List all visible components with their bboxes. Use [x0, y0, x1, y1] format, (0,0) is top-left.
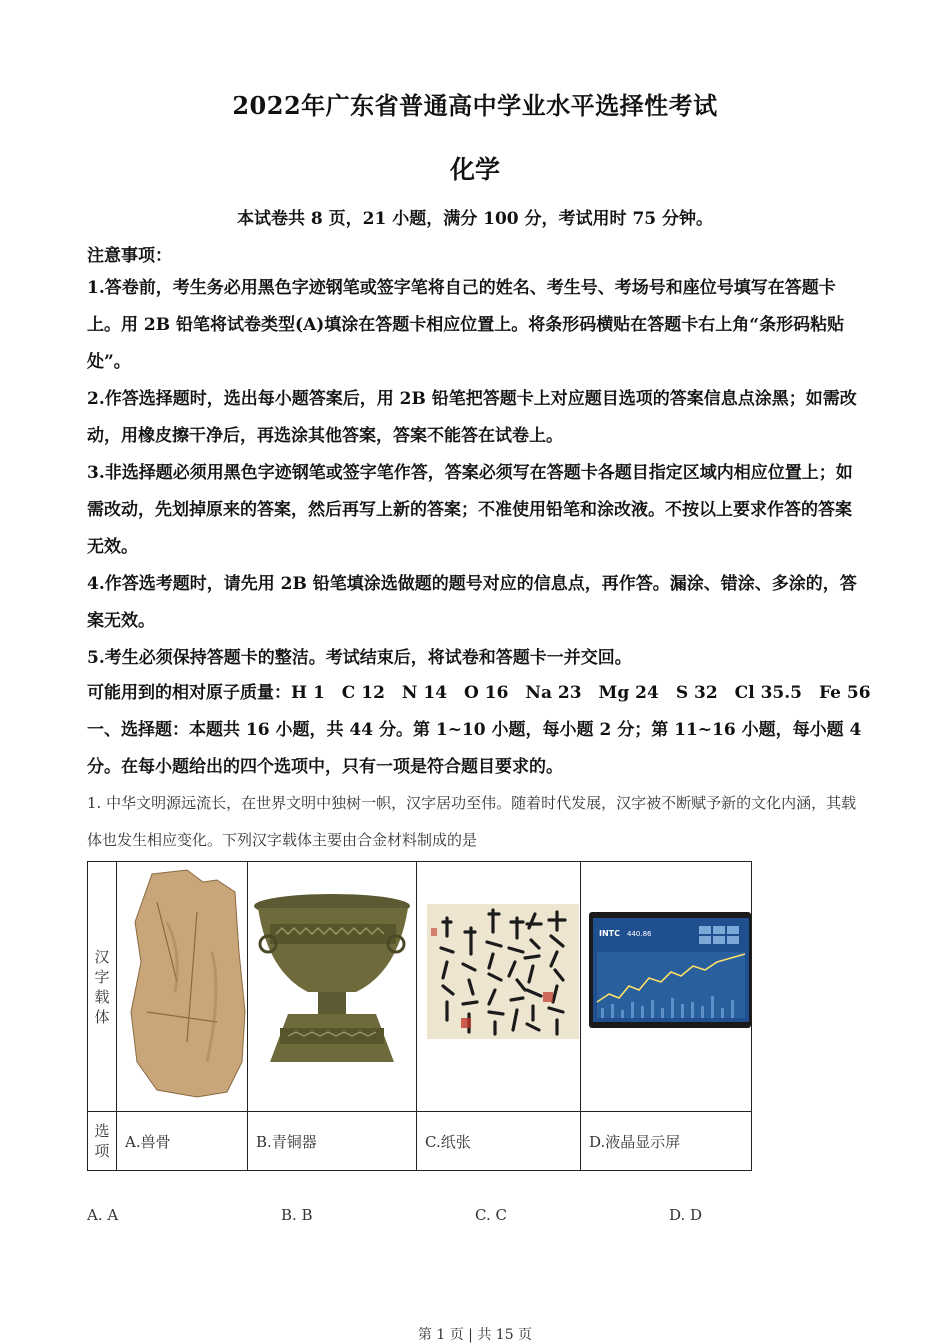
- note-item-2: 2.作答选择题时，选出每小题答案后，用 2B 铅笔把答题卡上对应题目选项的答案信息点涂黑；如需改动，用橡皮擦干净后，再选涂其他答案，答案不能答在试卷上。: [87, 389, 857, 446]
- note-item-3: 3.非选择题必须用黑色字迹钢笔或签字笔作答，答案必须写在答题卡各题目指定区域内相应位置上；如需改动，先划掉原来的答案，然后再写上新的答案；不准使用铅笔和涂改液。不按以上要求作答的答案无效。: [87, 463, 853, 557]
- choice-b[interactable]: B. B: [281, 1206, 313, 1224]
- subject-title: 化学: [449, 155, 500, 184]
- note-item-4: 4.作答选考题时，请先用 2B 铅笔填涂选做题的题号对应的信息点，再作答。漏涂、错涂、多涂的，答案无效。: [87, 574, 857, 631]
- row-head-carrier: [88, 862, 117, 1112]
- bone-image-cell: [117, 862, 248, 1112]
- question-1-stem: 1. 中华文明源远流长，在世界文明中独树一帜，汉字居功至伟。随着时代发展，汉字被不断赋予新的文化内涵，其载体也发生相应变化。下列汉字载体主要由合金材料制成的是: [87, 794, 857, 849]
- row-head-option-label: 选项: [94, 1122, 110, 1160]
- oracle-bone-image: [117, 862, 247, 1107]
- row-head-option: [88, 1112, 117, 1171]
- bronze-image-cell: [248, 862, 417, 1112]
- choice-d[interactable]: D. D: [669, 1206, 703, 1224]
- note-item-5: 5.考生必须保持答题卡的整洁。考试结束后，将试卷和答题卡一并交回。: [87, 648, 632, 668]
- exam-title: 2022年广东省普通高中学业水平选择性考试: [232, 91, 718, 120]
- exam-meta: 本试卷共 8 页，21 小题，满分 100 分，考试用时 75 分钟。: [236, 209, 714, 229]
- screen-ticker: INTC: [599, 929, 620, 938]
- note-item-1: 1.答卷前，考生务必用黑色字迹钢笔或签字笔将自己的姓名、考生号、考场号和座位号填写在答题卡上。用 2B 铅笔将试卷类型(A)填涂在答题卡相应位置上。将条形码横贴在答题卡右上角“条形码粘贴处”。: [87, 278, 845, 372]
- option-label-c: C.纸张: [417, 1112, 581, 1171]
- paper-image-cell: [417, 862, 581, 1112]
- lcd-screen-image: [581, 862, 751, 1107]
- calligraphy-paper-image: [417, 862, 580, 1107]
- option-label-a: A.兽骨: [117, 1112, 248, 1171]
- row-head-carrier-label: 汉字载体: [94, 947, 110, 1026]
- option-label-b: B.青铜器: [248, 1112, 417, 1171]
- notes-heading: 注意事项：: [87, 246, 172, 266]
- screen-price: 440.86: [627, 930, 652, 938]
- section-heading: 一、选择题：本题共 16 小题，共 44 分。第 1~10 小题，每小题 2 分；第 11~16 小题，每小题 4 分。在每小题给出的四个选项中，只有一项是符合题目要求的。: [87, 720, 862, 777]
- options-table: [87, 861, 752, 1171]
- bronze-vessel-image: [248, 862, 416, 1107]
- atomic-masses: 可能用到的相对原子质量：H 1 C 12 N 14 O 16 Na 23 Mg 24 S 32 Cl 35.5 Fe 56: [87, 683, 871, 703]
- page-footer: 第 1 页 | 共 15 页: [417, 1327, 533, 1343]
- choice-c[interactable]: C. C: [475, 1206, 507, 1224]
- option-label-d: D.液晶显示屏: [581, 1112, 752, 1171]
- choice-a[interactable]: A. A: [87, 1206, 119, 1224]
- screen-image-cell: [581, 862, 752, 1112]
